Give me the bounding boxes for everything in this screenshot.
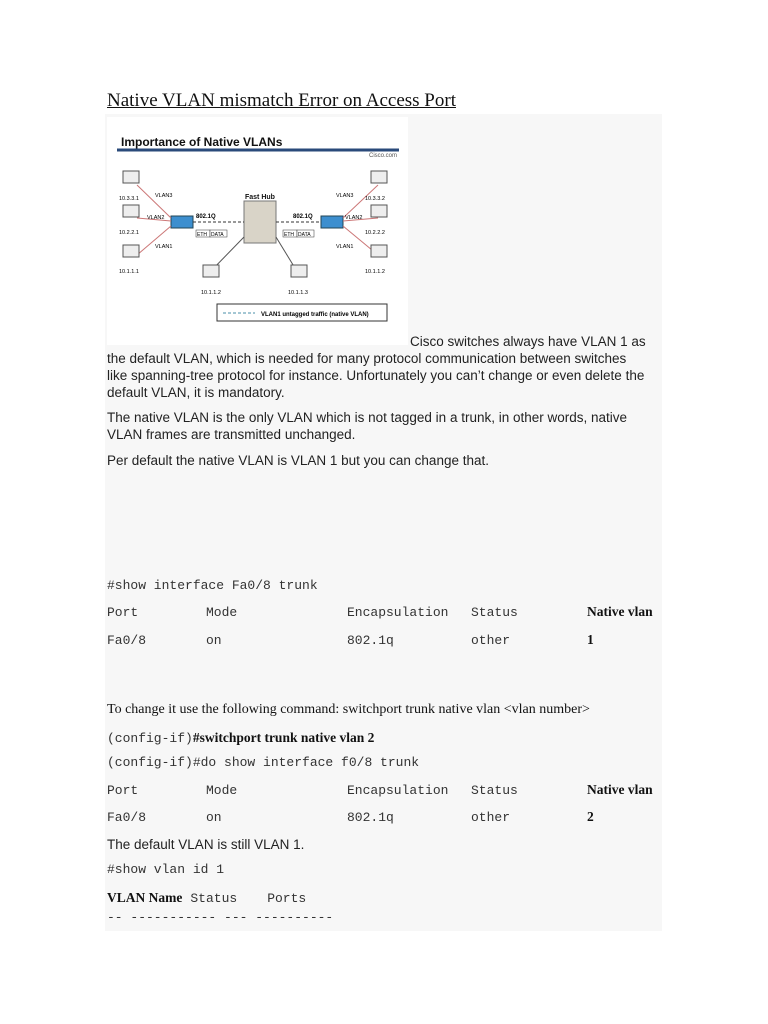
left-vlan1-link <box>137 226 171 255</box>
config-prefix: (config-if) <box>107 731 193 746</box>
default-vlan-note: The default VLAN is still VLAN 1. <box>107 837 305 852</box>
config-line-2: (config-if)#do show interface f0/8 trunk <box>107 755 420 770</box>
para1-first: Cisco switches always have VLAN 1 as <box>410 334 646 349</box>
left-data-label: DATA <box>211 232 224 238</box>
table1-header-encapsulation: Encapsulation <box>347 605 449 620</box>
native-vlan-command: #switchport trunk native vlan 2 <box>192 730 375 745</box>
right-eth-label: ETH <box>284 232 294 238</box>
vlan-ports-header: Ports <box>267 891 307 906</box>
table2-cell-port: Fa0/8 <box>107 810 147 825</box>
right-switch-icon <box>321 216 343 228</box>
table2-cell-encapsulation: 802.1q <box>347 810 394 825</box>
table2-header-encapsulation: Encapsulation <box>347 783 449 798</box>
change-instructions: To change it use the following command: switchport trunk native vlan <vlan number> <box>107 702 590 717</box>
diagram-svg <box>107 117 408 345</box>
left-switch-icon <box>171 216 193 228</box>
para2-line1: The native VLAN is the only VLAN which is not tagged in a trunk, in other words, native <box>107 410 628 425</box>
table1-cell-mode: on <box>206 633 222 648</box>
left-host-3-ip: 10.1.1.1 <box>119 269 139 275</box>
right-host-2-ip: 10.2.2.2 <box>365 230 385 236</box>
bottom-host-2-icon <box>291 265 307 277</box>
table1-cell-encapsulation: 802.1q <box>347 633 394 648</box>
table1-header-mode: Mode <box>206 605 238 620</box>
left-host-1-icon <box>123 171 139 183</box>
para1-line3: default VLAN, it is mandatory. <box>107 385 285 400</box>
left-host-2-icon <box>123 205 139 217</box>
left-vlan3-label: VLAN3 <box>155 193 173 199</box>
para1-line2: like spanning-tree protocol for instance. Unfortunately you can’t change or even delete the <box>107 368 645 383</box>
table2-header-native-vlan: Native vlan <box>587 782 653 797</box>
table2-cell-native-vlan: 2 <box>587 809 594 824</box>
show-trunk-command: #show interface Fa0/8 trunk <box>107 578 318 593</box>
table1-header-port: Port <box>107 605 139 620</box>
table2-header-mode: Mode <box>206 783 238 798</box>
para3: Per default the native VLAN is VLAN 1 but you can change that. <box>107 453 489 468</box>
right-trunk-label: 802.1Q <box>293 214 313 220</box>
left-vlan1-label: VLAN1 <box>155 244 173 250</box>
right-host-2-icon <box>371 205 387 217</box>
para1-line1: the default VLAN, which is needed for many protocol communication between switches <box>107 351 627 366</box>
table2-cell-status: other <box>471 810 511 825</box>
table1-cell-native-vlan: 1 <box>587 632 594 647</box>
left-host-3-icon <box>123 245 139 257</box>
para2-line2: VLAN frames are transmitted unchanged. <box>107 427 356 442</box>
table2-header-status: Status <box>471 783 518 798</box>
show-vlan-command: #show vlan id 1 <box>107 862 225 877</box>
right-host-1-icon <box>371 171 387 183</box>
vlan-table-header <box>107 889 306 907</box>
vlan-status-header: Status <box>190 891 238 906</box>
bottom-host-2-ip: 10.1.1.3 <box>288 290 308 296</box>
page-title: Native VLAN mismatch Error on Access Port <box>107 90 456 111</box>
diagram-heading: Importance of Native VLANs <box>121 135 283 149</box>
right-vlan2-label: VLAN2 <box>345 215 363 221</box>
diagram-brand: Cisco.com <box>369 153 398 159</box>
hub-label: Fast Hub <box>245 194 275 201</box>
config-line-1 <box>107 729 374 747</box>
left-host-1-ip: 10.3.3.1 <box>119 196 139 202</box>
bottom-host-1-icon <box>203 265 219 277</box>
right-host-3-icon <box>371 245 387 257</box>
table1-header-status: Status <box>471 605 518 620</box>
table1-cell-port: Fa0/8 <box>107 633 147 648</box>
native-vlan-diagram <box>107 117 408 345</box>
left-host-2-ip: 10.2.2.1 <box>119 230 139 236</box>
left-eth-label: ETH <box>197 232 207 238</box>
right-host-1-ip: 10.3.3.2 <box>365 196 385 202</box>
left-vlan2-label: VLAN2 <box>147 215 165 221</box>
table1-cell-status: other <box>471 633 511 648</box>
fast-hub-icon <box>244 201 276 243</box>
left-trunk-label: 802.1Q <box>196 214 216 220</box>
right-vlan3-label: VLAN3 <box>336 193 354 199</box>
bottom-host-1-ip: 10.1.1.2 <box>201 290 221 296</box>
vlan-table-separator: -- ----------- --- ---------- <box>107 910 334 925</box>
left-vlan3-link <box>137 185 171 218</box>
right-data-label: DATA <box>298 232 311 238</box>
table1-header-native-vlan: Native vlan <box>587 604 653 619</box>
table2-header-port: Port <box>107 783 139 798</box>
right-vlan1-label: VLAN1 <box>336 244 354 250</box>
table2-cell-mode: on <box>206 810 222 825</box>
legend-label: VLAN1 untagged traffic (native VLAN) <box>261 312 369 318</box>
vlan-name-header: VLAN Name <box>107 890 183 905</box>
right-host-3-ip: 10.1.1.2 <box>365 269 385 275</box>
